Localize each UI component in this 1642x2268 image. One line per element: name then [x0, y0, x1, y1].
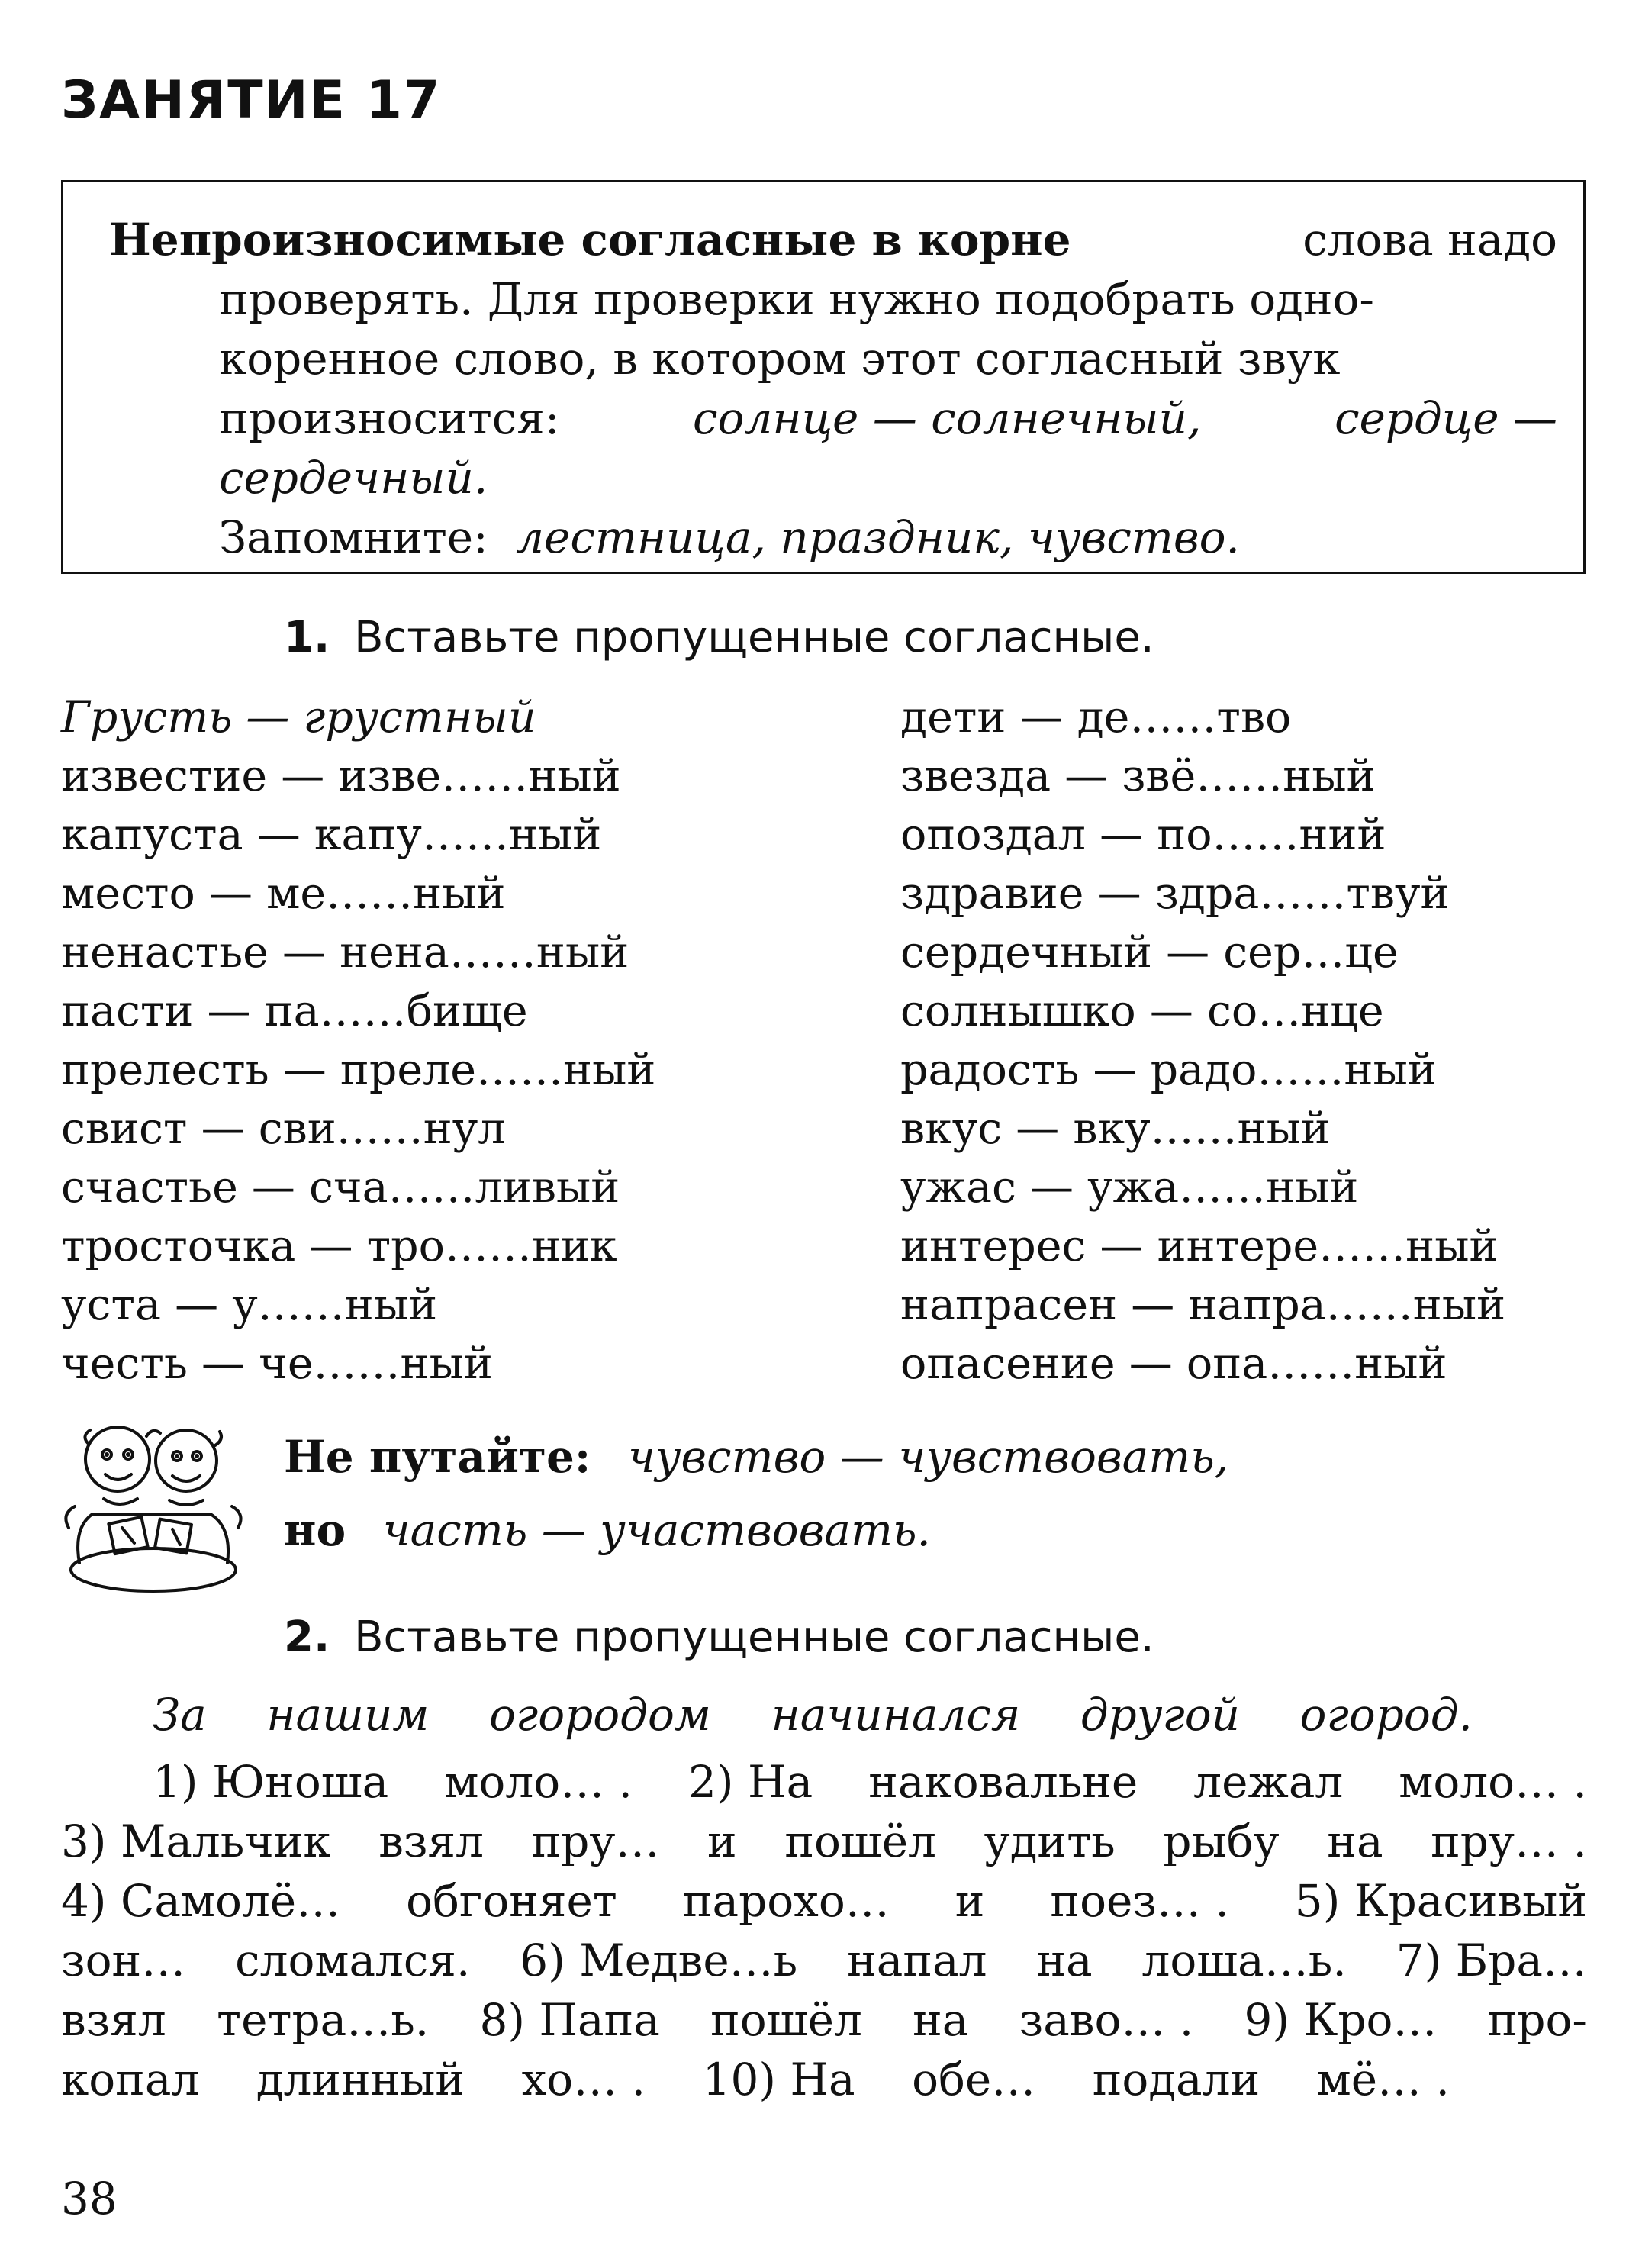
task1-title [284, 613, 1154, 662]
word-pair: ненастье — нена……ный [61, 927, 629, 978]
word-pair: ужас — ужа……ный [900, 1162, 1359, 1213]
word-pair: свист — сви……нул [61, 1103, 506, 1154]
text-word: 5) Красивый [1294, 1875, 1587, 1927]
rule-line5-text: сердечный. [219, 452, 488, 504]
word-pair: пасти — па……бище [61, 986, 528, 1036]
text-word: 8) Папа [479, 1994, 660, 2046]
note-example-1: чувство — чувствовать, [627, 1431, 1229, 1483]
text-word: на [1327, 1815, 1383, 1867]
text-word: подали [1092, 2054, 1260, 2105]
note-line-2 [284, 1504, 931, 1556]
text-word: и [955, 1875, 985, 1927]
word-pair: радость — радо……ный [900, 1045, 1437, 1095]
epigraph-word: начинался [771, 1689, 1021, 1741]
task2-line-1 [153, 1756, 1587, 1808]
text-word: лоша…ь. [1141, 1935, 1347, 1986]
text-word: 3) Мальчик [61, 1815, 331, 1867]
word-pair: Грусть — грустный [61, 692, 536, 743]
rule-line2-text: проверять. Для проверки нужно подобрать одно- [219, 273, 1375, 325]
text-word: пру… [531, 1815, 660, 1867]
task2-line-3 [61, 1875, 1587, 1927]
note-example-2: часть — участвовать. [382, 1504, 931, 1556]
rule-line-5 [219, 452, 488, 504]
epigraph-word: другой [1080, 1689, 1240, 1741]
rule-line4-plain: произносится: [219, 392, 560, 444]
epigraph-word: огород. [1299, 1689, 1473, 1741]
text-word: хо… . [521, 2054, 646, 2105]
text-word: пошёл [784, 1815, 936, 1867]
rule-example-2: сердце — [1335, 392, 1557, 444]
word-pair: звезда — звё……ный [900, 751, 1376, 801]
text-word: 1) Юноша [153, 1756, 389, 1808]
text-word: 6) Медве…ь [520, 1935, 798, 1986]
text-word: копал [61, 2054, 200, 2105]
text-word: лежал [1193, 1756, 1344, 1808]
text-word: заво… . [1019, 1994, 1194, 2046]
remember-label: Запомните: [219, 511, 488, 563]
word-pair: прелесть — преле……ный [61, 1045, 656, 1095]
rule-remember [219, 511, 1240, 563]
text-word: напал [847, 1935, 987, 1986]
word-pair: напрасен — напра……ный [900, 1280, 1506, 1330]
text-word: сломался. [235, 1935, 471, 1986]
text-word: 10) На [702, 2054, 855, 2105]
word-pair: место — ме……ный [61, 868, 506, 919]
word-pair: сердечный — сер…це [900, 927, 1399, 978]
word-pair: счастье — сча……ливый [61, 1162, 620, 1213]
word-pair: честь — че……ный [61, 1339, 493, 1389]
text-word: про- [1487, 1994, 1587, 2046]
rule-line-4 [219, 392, 1557, 444]
text-word: рыбу [1163, 1815, 1280, 1867]
text-word: 7) Бра… [1396, 1935, 1587, 1986]
word-pair: дети — де……тво [900, 692, 1292, 743]
note-but-word: но [284, 1504, 346, 1556]
text-word: парохо… [682, 1875, 890, 1927]
text-word: взял [61, 1994, 166, 2046]
epigraph-word: нашим [266, 1689, 430, 1741]
text-word: наковальне [868, 1756, 1138, 1808]
mascot-illustration [58, 1413, 249, 1596]
text-word: обгоняет [406, 1875, 617, 1927]
text-word: моло… . [1399, 1756, 1587, 1808]
word-pair: солнышко — со…нце [900, 986, 1384, 1036]
rule-line-3 [219, 333, 1557, 385]
task2-number: 2. [284, 1612, 330, 1662]
text-word: длинный [256, 2054, 465, 2105]
text-word: мё… . [1316, 2054, 1450, 2105]
task2-line-4 [61, 1935, 1587, 1986]
text-word: 4) Самолё… [61, 1875, 341, 1927]
remember-words: лестница, праздник, чувство. [516, 511, 1240, 563]
task2-line-5 [61, 1994, 1587, 2046]
note-label: Не путайте: [284, 1431, 591, 1483]
epigraph-word: За [153, 1689, 207, 1741]
rule-lead: Непроизносимые согласные в корне [109, 214, 1071, 266]
text-word: зон… [61, 1935, 186, 1986]
rule-line-2 [219, 273, 1557, 325]
note-line-1 [284, 1431, 1229, 1483]
page-number: 38 [61, 2173, 118, 2225]
text-word: обе… [912, 2054, 1036, 2105]
text-word: на [1036, 1935, 1093, 1986]
rule-example-1: солнце — солнечный, [693, 392, 1202, 444]
text-word: пошёл [710, 1994, 862, 2046]
word-pair: опасение — опа……ный [900, 1339, 1447, 1389]
word-pair: вкус — вку……ный [900, 1103, 1331, 1154]
word-pair: интерес — интере……ный [900, 1221, 1499, 1271]
task2-title [284, 1612, 1154, 1662]
text-word: взял [378, 1815, 484, 1867]
text-word: удить [984, 1815, 1116, 1867]
text-word: поез… . [1050, 1875, 1229, 1927]
task2-line-6 [61, 2054, 1450, 2105]
word-pair: уста — у……ный [61, 1280, 438, 1330]
text-word: моло… . [444, 1756, 633, 1808]
task2-instruction: Вставьте пропущенные согласные. [354, 1612, 1154, 1662]
task2-epigraph [153, 1689, 1473, 1741]
rule-box [61, 180, 1586, 574]
task1-number: 1. [284, 613, 330, 662]
text-word: на [913, 1994, 969, 2046]
epigraph-word: огородом [488, 1689, 711, 1741]
lesson-title: ЗАНЯТИЕ 17 [61, 70, 442, 130]
text-word: 9) Кро… [1244, 1994, 1438, 2046]
word-pair: тросточка — тро……ник [61, 1221, 617, 1271]
word-pair: здравие — здра……твуй [900, 868, 1450, 919]
text-word: пру… . [1431, 1815, 1587, 1867]
word-pair: капуста — капу……ный [61, 810, 602, 860]
rule-line1-rest: слова надо [1302, 214, 1557, 266]
text-word: 2) На [688, 1756, 813, 1808]
word-pair: опоздал — по……ний [900, 810, 1386, 860]
task2-line-2 [61, 1815, 1587, 1867]
text-word: и [707, 1815, 737, 1867]
task1-instruction: Вставьте пропущенные согласные. [354, 613, 1154, 662]
rule-line3-text: коренное слово, в котором этот согласный звук [219, 333, 1341, 385]
text-word: тетра…ь. [217, 1994, 430, 2046]
rule-line-1 [109, 214, 1557, 266]
word-pair: известие — изве……ный [61, 751, 621, 801]
